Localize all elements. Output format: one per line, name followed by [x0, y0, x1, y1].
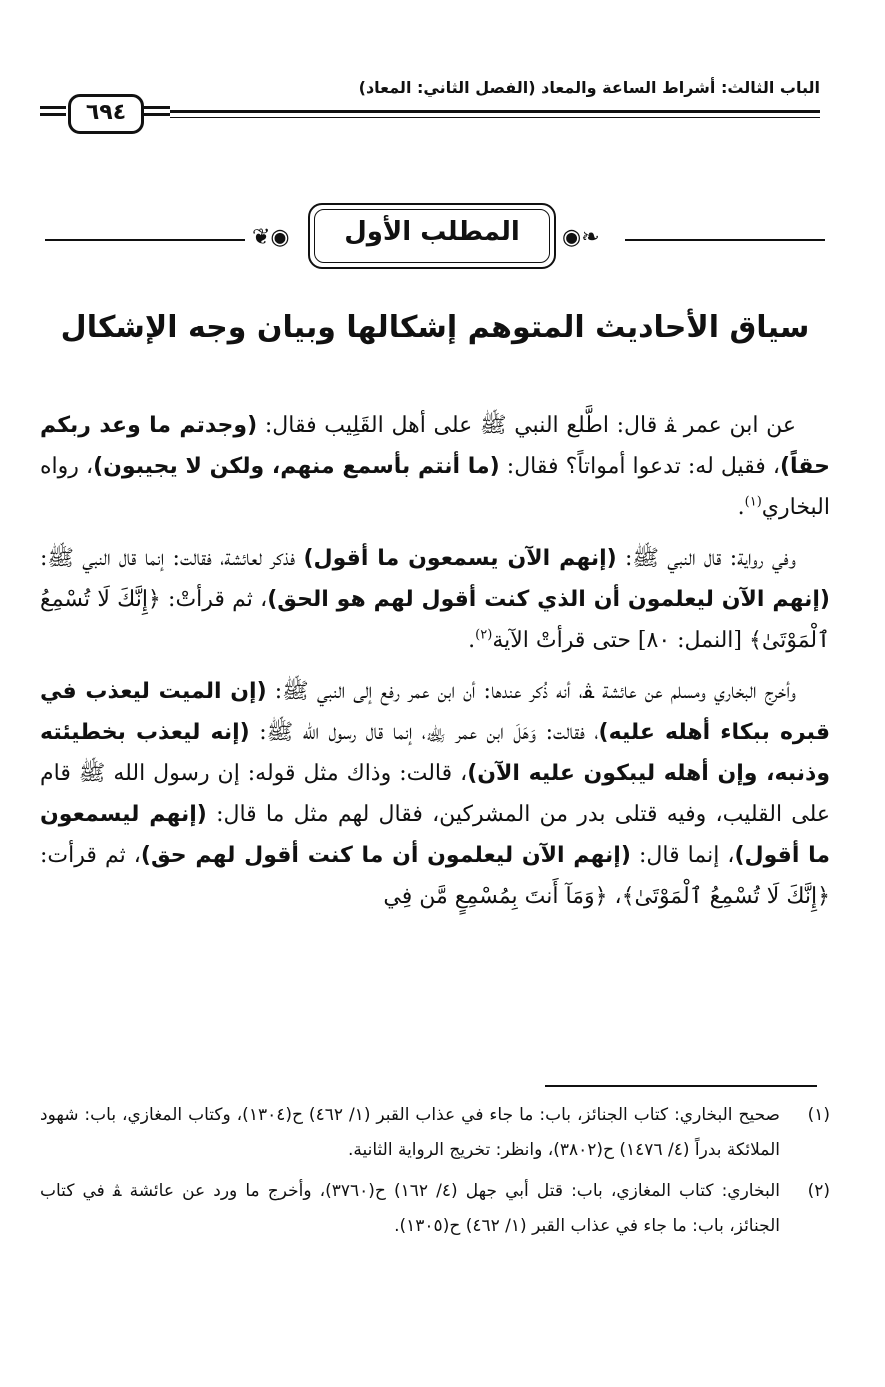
section-subtitle: سياق الأحاديث المتوهم إشكالها وبيان وجه الإشكال	[60, 310, 810, 345]
text-run: فذكر لعائشة، فقالت: إنما قال النبي ﷺ:	[40, 546, 304, 571]
footnote	[40, 1098, 830, 1168]
text-run: وأخرج البخاري ومسلم عن عائشة ﭭ، أنه ذُكر عندها: أن ابن عمر رفع إلى النبي ﷺ:	[266, 679, 796, 704]
page-number-dash	[142, 106, 170, 109]
page-header	[40, 70, 820, 130]
footnote-text: صحيح البخاري: كتاب الجنائز، باب: ما جاء في عذاب القبر (١/ ٤٦٢) ح(١٣٠٤)، وكتاب المغازي، باب: شهود الملائكة بدراً (٤/ ١٤٧٦) ح(٣٨٠٢)، وانظر: تخريج الرواية الثانية.	[40, 1105, 780, 1160]
footnote-separator	[545, 1085, 817, 1087]
text-run: ، رواه البخاري	[40, 454, 830, 520]
text-run: ، ثم قرأت: ﴿إِنَّكَ لَا تُسْمِعُ ٱلْمَوْتَىٰ﴾، ﴿وَمَآ أَنتَ بِمُسْمِعٍ مَّن فِي	[40, 843, 830, 909]
text-run: ، فقالت: وَهَلَ ابن عمر ﵀، إنما قال رسول الله ﷺ:	[249, 720, 599, 745]
hadith-quote: (إنهم الآن ليعلمون أن ما كنت أقول لهم حق)	[140, 843, 631, 868]
footnotes	[40, 1098, 830, 1250]
running-head: الباب الثالث: أشراط الساعة والمعاد (الفصل الثاني: المعاد)	[358, 78, 820, 97]
text-run: ، فقيل له: تدعوا أمواتاً؟ فقال:	[499, 454, 780, 479]
hadith-quote: (وجدتم ما وعد ربكم حقاً)	[40, 413, 830, 479]
page-number-dash	[40, 113, 66, 116]
page-number-dash	[142, 113, 170, 116]
page-number: ٦٩٤	[68, 94, 144, 134]
title-rule-right	[625, 239, 825, 241]
text-run: ، قالت: وذاك مثل قوله: إن رسول الله ﷺ قام على القليب، وفيه قتلى بدر من المشركين، فقال لهم مثل ما قال:	[40, 761, 831, 827]
header-rule-thick	[170, 110, 820, 113]
text-run: وفي رواية: قال النبي ﷺ:	[616, 546, 797, 571]
paragraph	[40, 538, 830, 661]
text-run: .	[737, 495, 745, 520]
section-title-banner	[40, 195, 830, 285]
hadith-quote: (إن الميت ليعذب في قبره ببكاء أهله عليه)	[40, 679, 831, 745]
footnote-text: البخاري: كتاب المغازي، باب: قتل أبي جهل (٤/ ١٦٢) ح(٣٧٦٠)، وأخرج ما ورد عن عائشة ﭭ في كتاب الجنائز، باب: ما جاء في عذاب القبر (١/ ٤٦٢) ح(١٣٠٥).	[40, 1181, 780, 1236]
footnote-ref[interactable]: (١)	[744, 494, 762, 510]
title-rule-left	[45, 239, 245, 241]
floral-ornament-icon: ❦◉	[252, 225, 290, 250]
header-rule-thin	[170, 117, 820, 118]
hadith-quote: (إنهم الآن يسمعون ما أقول)	[303, 546, 617, 571]
footnote-ref[interactable]: (٢)	[475, 627, 493, 643]
hadith-quote: (إنهم ليسمعون ما أقول)	[40, 802, 830, 868]
text-run: .	[468, 628, 476, 653]
section-title: المطلب الأول	[344, 217, 520, 247]
footnote	[40, 1174, 830, 1244]
body-text	[40, 405, 830, 927]
footnote-number: (٢)	[807, 1181, 830, 1201]
text-run: ، إنما قال:	[630, 843, 735, 868]
hadith-quote: (إنه ليعذب بخطيئته وذنبه، وإن أهله ليبكون عليه الآن)	[40, 720, 830, 786]
paragraph	[40, 671, 830, 917]
footnote-number: (١)	[807, 1105, 830, 1125]
paragraph	[40, 405, 830, 528]
page-number-box	[40, 94, 170, 134]
title-frame	[308, 203, 556, 269]
text-run: عن ابن عمر ﭭ قال: اطَّلع النبي ﷺ على أهل القَلِيب فقال:	[257, 413, 796, 438]
hadith-quote: (إنهم الآن ليعلمون أن الذي كنت أقول لهم هو الحق)	[267, 587, 830, 612]
hadith-quote: (ما أنتم بأسمع منهم، ولكن لا يجيبون)	[93, 454, 500, 479]
text-run: ، ثم قرأتْ: ﴿إِنَّكَ لَا تُسْمِعُ ٱلْمَوْتَىٰ﴾ [النمل: ٨٠] حتى قرأتْ الآية	[40, 587, 830, 653]
page-number-dash	[40, 106, 66, 109]
floral-ornament-icon: ◉❧	[562, 225, 600, 250]
